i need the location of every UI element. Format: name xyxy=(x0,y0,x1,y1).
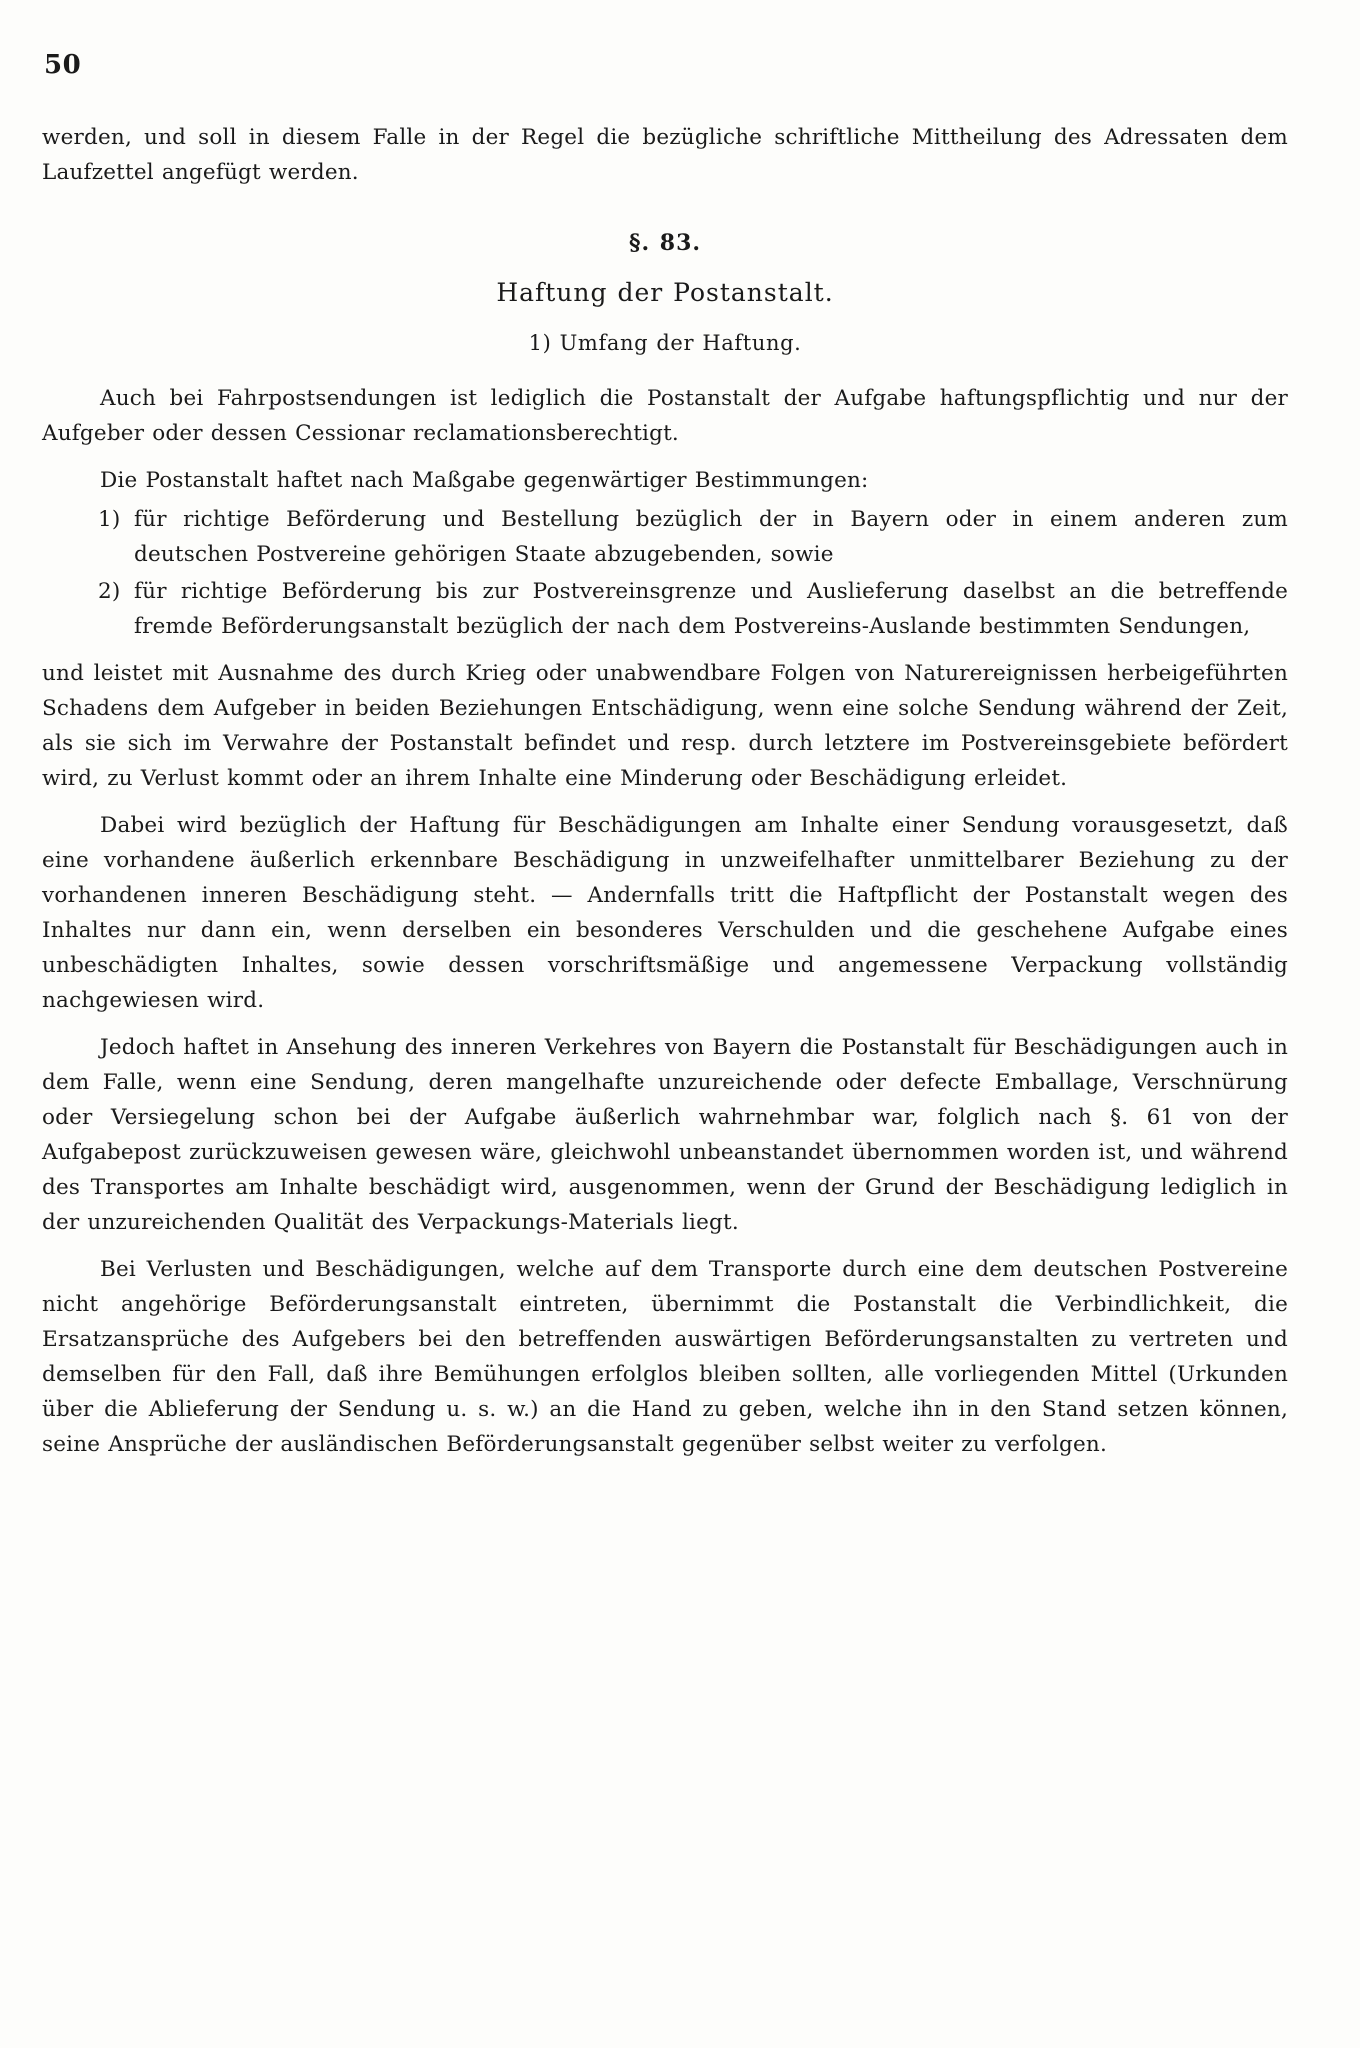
section-subtitle: 1) Umfang der Haftung. xyxy=(528,331,802,355)
page-text-body xyxy=(42,120,1288,1464)
list-item-marker: 1) xyxy=(98,507,121,532)
list-item xyxy=(42,574,1288,644)
list-item-text: für richtige Beförderung bis zur Postvereinsgrenze und Auslieferung daselbst an die betreffende fremde Beförderungsanstalt bezüglich der nach dem Postvereins-Auslande bestimmten Sendungen, xyxy=(134,579,1288,639)
paragraph-2: Die Postanstalt haftet nach Maßgabe gegenwärtiger Bestimmungen: xyxy=(100,468,869,493)
paragraph-5: Jedoch haftet in Ansehung des inneren Verkehres von Bayern die Postanstalt für Beschädigungen auch in dem Falle, wenn eine Sendung, deren mangelhafte unzureichende oder defecte Emballage, Verschnürung oder Versiegelung schon bei der Aufgabe äußerlich wahrnehmbar war, folglich nach §. 61 von der Aufgabepost zurückzuweisen gewesen wäre, gleichwohl unbeanstandet übernommen worden ist, und während des Transportes am Inhalte beschädigt wird, ausgenommen, wenn der Grund der Beschädigung lediglich in der unzureichenden Qualität des Verpackungs-Materials liegt. xyxy=(42,1035,1288,1235)
paragraph-4: Dabei wird bezüglich der Haftung für Beschädigungen am Inhalte einer Sendung vorausgesetzt, daß eine vorhandene äußerlich erkennbare Beschädigung in unzweifelhafter unmittelbarer Beziehung zu der vorhandenen inneren Beschädigung steht. — Andernfalls tritt die Haftpflicht der Postanstalt wegen des Inhaltes nur dann ein, wenn derselben ein besonderes Verschulden und die geschehene Aufgabe eines unbeschädigten Inhaltes, sowie dessen vorschriftsmäßige und angemessene Verpackung vollständig nachgewiesen wird. xyxy=(42,813,1288,1013)
section-title: Haftung der Postanstalt. xyxy=(496,278,834,307)
paragraph-intro: werden, und soll in diesem Falle in der Regel die bezügliche schriftliche Mittheilung des Adressaten dem Laufzettel angefügt werden. xyxy=(42,125,1288,185)
list-item-marker: 2) xyxy=(98,579,121,604)
section-number: §. 83. xyxy=(628,230,702,256)
paragraph-6: Bei Verlusten und Beschädigungen, welche auf dem Transporte durch eine dem deutschen Postvereine nicht angehörige Beförderungsanstalt eintreten, übernimmt die Postanstalt die Verbindlichkeit, die Ersatzansprüche des Aufgebers bei den betreffenden auswärtigen Beförderungsanstalten zu vertreten und demselben für den Fall, daß ihre Bemühungen erfolglos bleiben sollten, alle vorliegenden Mittel (Urkunden über die Ablieferung der Sendung u. s. w.) an die Hand zu geben, welche ihn in den Stand setzen können, seine Ansprüche der ausländischen Beförderungsanstalt gegenüber selbst weiter zu verfolgen. xyxy=(42,1257,1288,1457)
list-item-text: für richtige Beförderung und Bestellung bezüglich der in Bayern oder in einem anderen zum deutschen Postvereine gehörigen Staate abzugebenden, sowie xyxy=(134,507,1288,567)
paragraph-3: und leistet mit Ausnahme des durch Krieg oder unabwendbare Folgen von Naturereignissen herbeigeführten Schadens dem Aufgeber in beiden Beziehungen Entschädigung, wenn eine solche Sendung während der Zeit, als sie sich im Verwahre der Postanstalt befindet und resp. durch letztere im Postvereinsgebiete befördert wird, zu Verlust kommt oder an ihrem Inhalte eine Minderung oder Beschädigung erleidet. xyxy=(42,661,1288,791)
page-number: 50 xyxy=(44,50,82,80)
numbered-list xyxy=(42,502,1288,644)
list-item xyxy=(42,502,1288,572)
paragraph-1: Auch bei Fahrpostsendungen ist lediglich die Postanstalt der Aufgabe haftungspflichtig und nur der Aufgeber oder dessen Cessionar reclamationsberechtigt. xyxy=(42,386,1288,446)
